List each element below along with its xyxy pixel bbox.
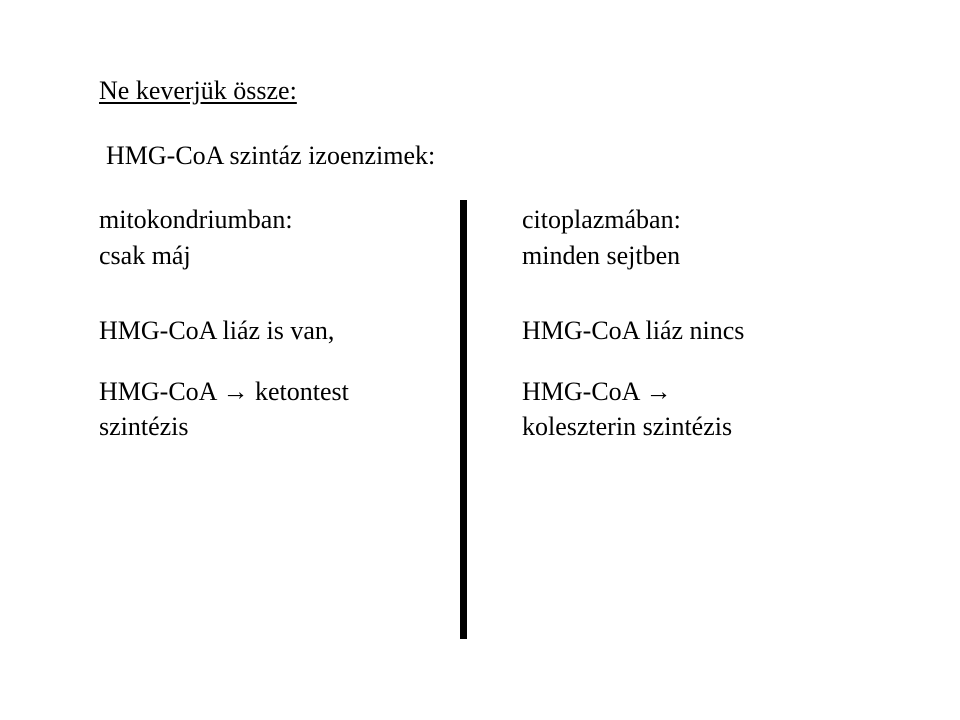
right-lyase-text: HMG-CoA liáz nincs (522, 316, 745, 345)
left-location-line1: mitokondriumban: (99, 205, 293, 234)
left-pathway-line1: HMG-CoA → ketontest (99, 377, 349, 406)
right-location-line1: citoplazmában: (522, 205, 681, 234)
column-divider (460, 200, 467, 639)
right-pathway-line1: HMG-CoA → (522, 377, 672, 406)
left-lyase-text: HMG-CoA liáz is van, (99, 316, 335, 345)
left-pathway-line2: szintézis (99, 412, 189, 441)
section-subtitle: HMG-CoA szintáz izoenzimek: (106, 141, 436, 170)
right-pathway-line2: koleszterin szintézis (522, 412, 733, 441)
right-location-line2: minden sejtben (522, 241, 681, 270)
page-title: Ne keverjük össze: (99, 76, 297, 105)
left-location-line2: csak máj (99, 241, 191, 270)
